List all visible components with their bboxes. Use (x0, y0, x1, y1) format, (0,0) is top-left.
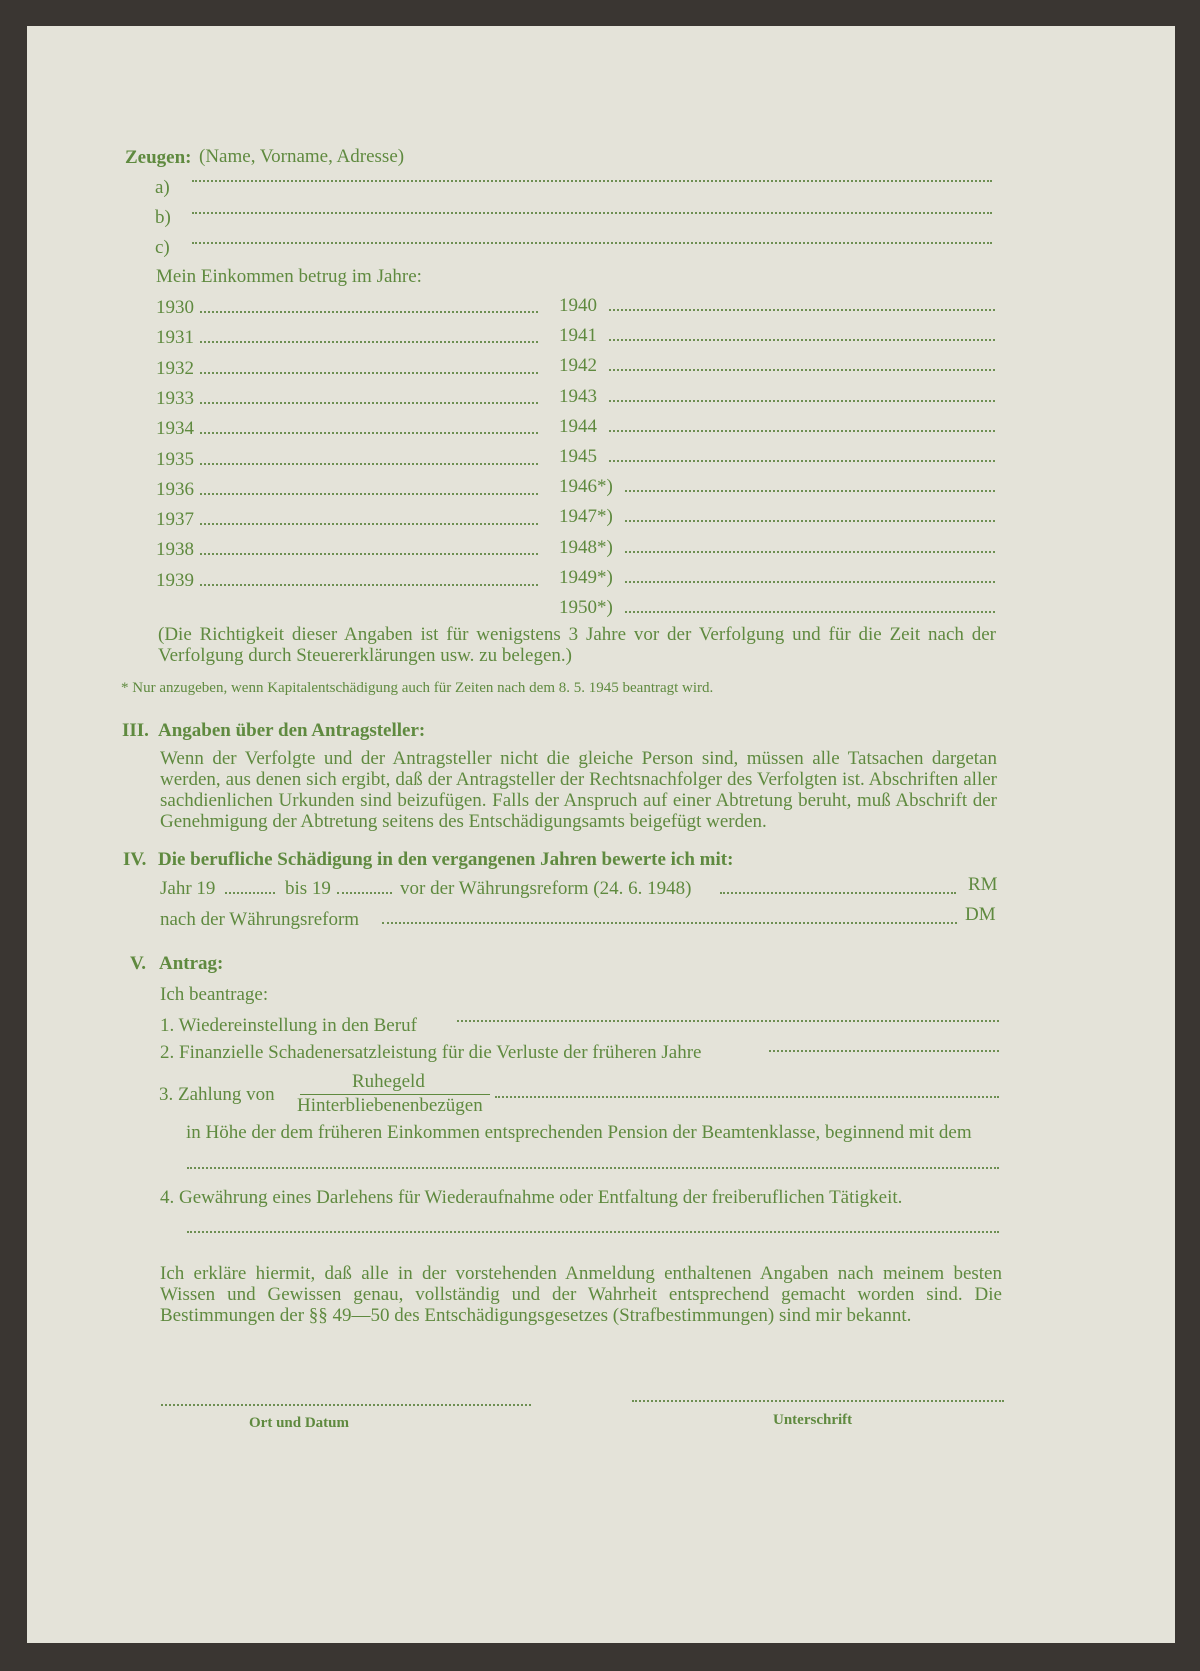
income-year-field[interactable] (609, 309, 995, 311)
item3-text: in Höhe der dem früheren Einkommen entsprechenden Pension der Beamtenklasse, beginnend mit dem (186, 1122, 972, 1143)
income-year-label: 1943 (559, 386, 597, 407)
section3-title: Angaben über den Antragsteller: (158, 720, 426, 741)
income-year-field[interactable] (609, 430, 995, 432)
income-year-label: 1944 (559, 416, 597, 437)
rm-amount-field[interactable] (720, 892, 956, 894)
income-year-label: 1937 (156, 509, 194, 530)
income-year-field[interactable] (200, 523, 538, 525)
income-year-label: 1948*) (559, 537, 613, 558)
section3-number: III. (122, 720, 149, 741)
income-year-label: 1939 (156, 570, 194, 591)
item3-survivor-option[interactable]: Hinterbliebenenbezügen (297, 1095, 483, 1116)
item4-label: 4. Gewährung eines Darlehens für Wiederaufnahme oder Entfaltung der freiberuflichen Tätigkeit. (160, 1187, 903, 1208)
place-date-field[interactable] (161, 1404, 531, 1406)
section5-title: Antrag: (159, 953, 224, 974)
item1-field[interactable] (457, 1020, 999, 1022)
post-reform-label: nach der Währungsreform (160, 909, 360, 930)
income-year-field[interactable] (609, 460, 995, 462)
income-year-field[interactable] (609, 400, 995, 402)
section4-number: IV. (123, 849, 147, 870)
income-year-label: 1932 (156, 358, 194, 379)
place-date-label: Ort und Datum (249, 1415, 350, 1431)
section3-text: Wenn der Verfolgte und der Antragsteller nicht die gleiche Person sind, müssen alle Tatsachen dargetan werden, aus denen sich ergibt, daß der Antragsteller der Rechtsnachfolger des Verfolgten ist. Abschriften aller sachdienlichen Urkunden sind beizufügen. Falls der Anspruch auf einer Abtretung beruht, muß Abschrift der Genehmigung der Abtretung seitens des Entschädigungsamts beigefügt werden. (160, 748, 997, 832)
application-intro: Ich beantrage: (160, 984, 269, 1005)
witnesses-heading: Zeugen: (125, 147, 192, 168)
dm-unit: DM (965, 904, 996, 925)
income-year-label: 1949*) (559, 567, 613, 588)
witness-b-label: b) (155, 207, 171, 228)
income-year-field[interactable] (625, 611, 995, 613)
witness-a-field[interactable] (192, 180, 992, 182)
dm-amount-field[interactable] (382, 922, 957, 924)
income-year-label: 1938 (156, 539, 194, 560)
witness-a-label: a) (155, 177, 170, 198)
witness-b-field[interactable] (192, 212, 992, 214)
income-year-field[interactable] (625, 551, 995, 553)
year-to-label: bis 19 (285, 878, 331, 899)
item3-prefix: 3. Zahlung von (159, 1084, 275, 1105)
item3-pension-option[interactable]: Ruhegeld (352, 1071, 425, 1092)
section4-title: Die berufliche Schädigung in den vergangenen Jahren bewerte ich mit: (158, 849, 734, 870)
income-year-field[interactable] (625, 490, 995, 492)
income-year-field[interactable] (625, 581, 995, 583)
income-year-label: 1933 (156, 388, 194, 409)
income-year-field[interactable] (625, 520, 995, 522)
income-year-field[interactable] (200, 493, 538, 495)
declaration-text: Ich erkläre hiermit, daß alle in der vorstehenden Anmeldung enthaltenen Angaben nach meinem besten Wissen und Gewissen genau, vollständig und der Wahrheit entsprechend gemacht worden sind. Die Bestimmungen der §§ 49—50 des Entschädigungsgesetzes (Strafbestimmungen) sind mir bekannt. (160, 1263, 1002, 1326)
item2-label: 2. Finanzielle Schadenersatzleistung für die Verluste der früheren Jahre (160, 1042, 702, 1063)
income-year-label: 1946*) (559, 476, 613, 497)
income-year-label: 1945 (559, 446, 597, 467)
income-year-label: 1934 (156, 418, 194, 439)
income-heading: Mein Einkommen betrug im Jahre: (156, 266, 422, 287)
witness-c-label: c) (155, 237, 170, 258)
income-year-field[interactable] (609, 339, 995, 341)
year-from-label: Jahr 19 (160, 878, 216, 899)
income-year-label: 1942 (559, 355, 597, 376)
witness-c-field[interactable] (192, 242, 992, 244)
income-year-field[interactable] (609, 369, 995, 371)
rm-unit: RM (968, 874, 998, 895)
pre-reform-label: vor der Währungsreform (24. 6. 1948) (400, 878, 692, 899)
item1-label: 1. Wiedereinstellung in den Beruf (160, 1015, 417, 1036)
income-year-label: 1936 (156, 479, 194, 500)
item3-start-field[interactable] (187, 1167, 999, 1169)
item2-field[interactable] (769, 1050, 999, 1052)
form-page (27, 26, 1175, 1643)
income-footnote: * Nur anzugeben, wenn Kapitalentschädigung auch für Zeiten nach dem 8. 5. 1945 beantragt wird. (121, 680, 714, 696)
section5-number: V. (130, 953, 147, 974)
signature-label: Unterschrift (773, 1412, 853, 1428)
income-year-label: 1930 (156, 297, 194, 318)
income-year-field[interactable] (200, 341, 538, 343)
income-note: (Die Richtigkeit dieser Angaben ist für wenigstens 3 Jahre vor der Verfolgung und für die Zeit nach der Verfolgung durch Steuererklärungen usw. zu belegen.) (158, 624, 996, 666)
witnesses-hint: (Name, Vorname, Adresse) (199, 146, 405, 167)
income-year-label: 1947*) (559, 506, 613, 527)
signature-field[interactable] (632, 1400, 1004, 1402)
year-to-field[interactable] (337, 892, 392, 894)
income-year-field[interactable] (200, 311, 538, 313)
income-year-field[interactable] (200, 553, 538, 555)
income-year-label: 1940 (559, 295, 597, 316)
income-year-field[interactable] (200, 372, 538, 374)
income-year-field[interactable] (200, 432, 538, 434)
item3-field[interactable] (495, 1096, 999, 1098)
item4-field[interactable] (187, 1231, 999, 1233)
year-from-field[interactable] (225, 892, 275, 894)
income-year-label: 1931 (156, 327, 194, 348)
income-year-label: 1941 (559, 325, 597, 346)
income-year-field[interactable] (200, 402, 538, 404)
income-year-field[interactable] (200, 463, 538, 465)
income-year-label: 1950*) (559, 597, 613, 618)
income-year-label: 1935 (156, 449, 194, 470)
income-year-field[interactable] (200, 584, 538, 586)
